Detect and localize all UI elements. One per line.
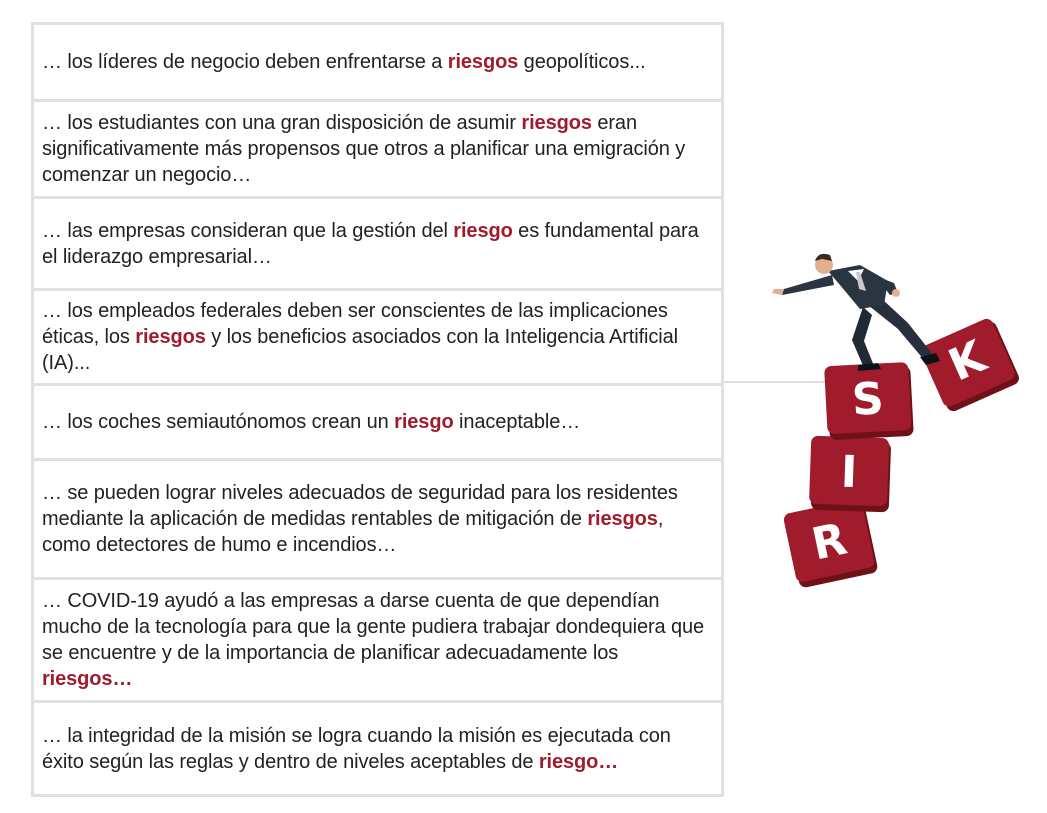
quote-text: … los estudiantes con una gran disposición de asumir riesgos eran significativamente más propensos que otros a planificar una emigración y comenzar un negocio… (42, 112, 686, 186)
tile-letter: I (840, 446, 859, 499)
quote-text: … los líderes de negocio deben enfrentarse a riesgos geopolíticos... (42, 51, 646, 73)
keyword-highlight: riesgo… (538, 750, 619, 773)
quote-text: … los empleados federales deben ser conscientes de las implicaciones éticas, los riesgos y los beneficios asociados con la Inteligencia Artificial (IA)... (42, 300, 678, 374)
tile-letter: R (807, 513, 852, 571)
keyword-highlight: riesgo (453, 219, 513, 242)
quote-row (34, 703, 721, 794)
keyword-highlight: riesgos (447, 51, 519, 73)
quote-row (34, 291, 721, 383)
quote-text: … la integridad de la misión se logra cuando la misión es ejecutada con éxito según las reglas y dentro de niveles aceptables de riesgo… (42, 724, 671, 773)
risk-blocks-illustration (760, 245, 1030, 595)
tile-k (919, 316, 1021, 414)
tile-letter: S (850, 373, 886, 426)
keyword-highlight: riesgo (394, 411, 454, 433)
keyword-highlight: riesgos (135, 326, 206, 348)
quotes-panel (31, 22, 724, 797)
quote-row (34, 386, 721, 458)
quote-row (34, 580, 721, 700)
tile-letter: K (941, 331, 994, 392)
quote-text: … las empresas consideran que la gestión del riesgo es fundamental para el liderazgo empresarial… (42, 219, 699, 268)
quote-text: … los coches semiautónomos crean un riesgo inaceptable… (42, 411, 581, 433)
quote-text: … COVID-19 ayudó a las empresas a darse cuenta de que dependían mucho de la tecnología para que la gente pudiera trabajar dondequiera que se encuentre y de la importancia de planificar adecuadamente los riesgos… (42, 590, 705, 690)
quote-row (34, 461, 721, 577)
keyword-highlight: riesgos (587, 508, 658, 530)
keyword-highlight: riesgos… (42, 668, 133, 690)
tile-s (824, 362, 914, 440)
businessman-figure (772, 254, 940, 371)
quote-row (34, 25, 721, 99)
quote-row (34, 102, 721, 196)
keyword-highlight: riesgos (521, 112, 592, 134)
tile-i (809, 436, 892, 513)
quote-row (34, 199, 721, 288)
quote-text: … se pueden lograr niveles adecuados de seguridad para los residentes mediante la aplicación de medidas rentables de mitigación de riesgos, como detectores de humo e incendios… (42, 482, 678, 556)
